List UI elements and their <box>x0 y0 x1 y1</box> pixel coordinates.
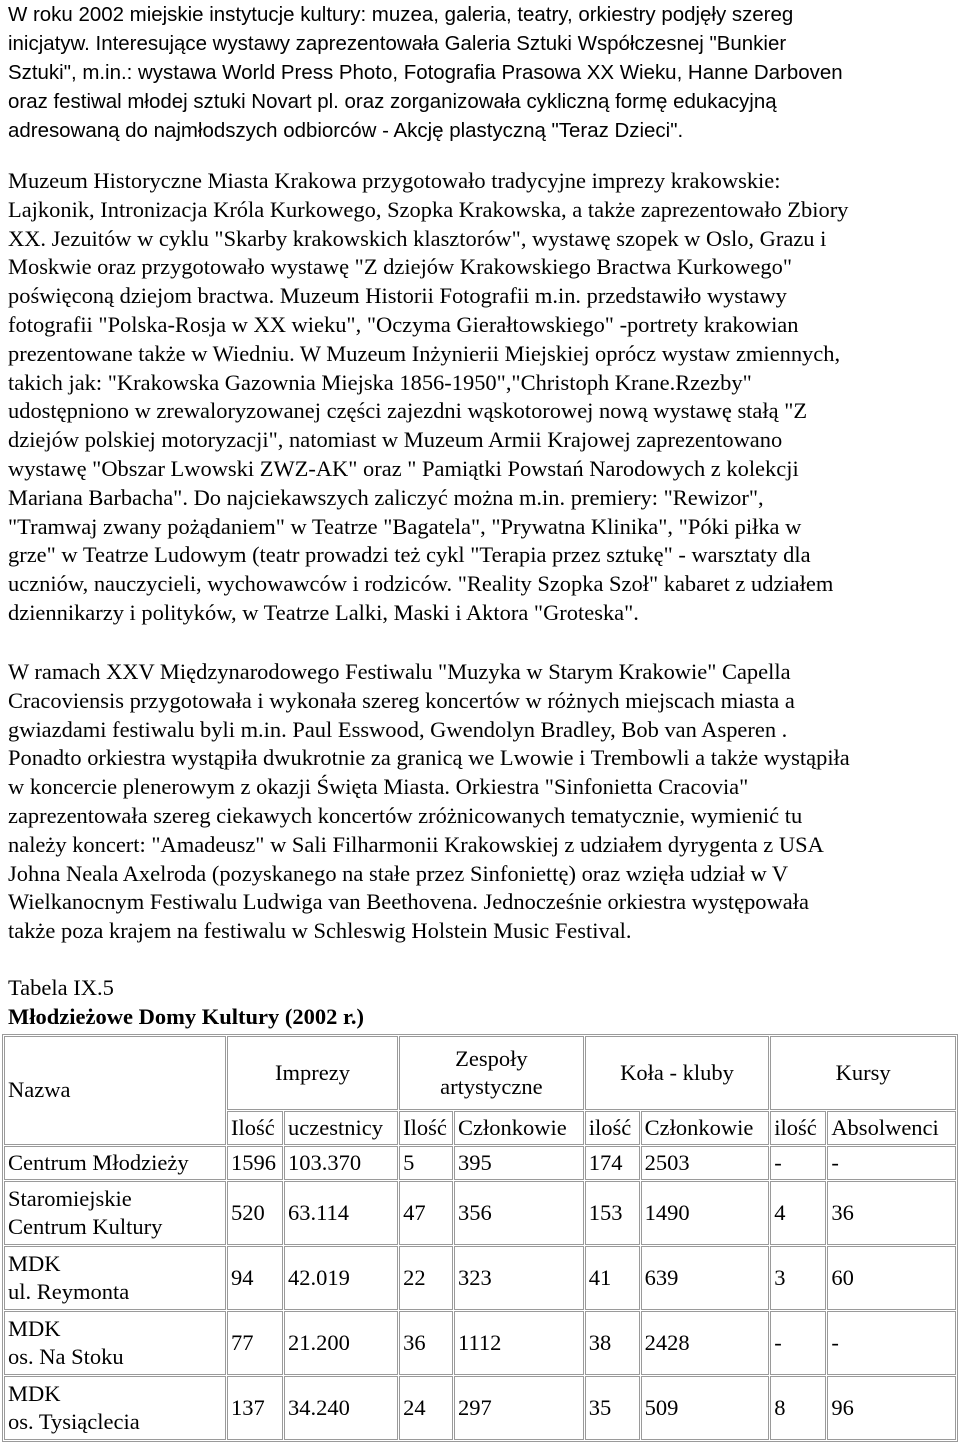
subheader-cell: Członkowie <box>454 1111 584 1145</box>
text-line: w koncercie plenerowym z okazji Święta Miasta. Orkiestra "Sinfonietta Cracovia" <box>8 774 749 800</box>
table-cell: 36 <box>399 1311 453 1375</box>
text-line: W roku 2002 miejskie instytucje kultury: muzea, galeria, teatry, orkiestry podjęły szereg <box>8 3 794 26</box>
subheader-cell: uczestnicy <box>284 1111 398 1145</box>
table-cell: 8 <box>770 1376 826 1440</box>
header-group-kursy: Kursy <box>770 1036 956 1110</box>
row-name-line: os. Na Stoku <box>8 1344 124 1369</box>
row-name-line: Staromiejskie <box>8 1185 132 1211</box>
table-cell: 509 <box>641 1376 770 1440</box>
table-cell: 3 <box>770 1246 826 1310</box>
table-cell: 5 <box>399 1146 453 1180</box>
subheader-cell: Ilość <box>399 1111 453 1145</box>
table-cell: 38 <box>585 1311 640 1375</box>
table-cell: - <box>827 1146 956 1180</box>
text-line: Moskwie oraz przygotowało wystawę "Z dziejów Krakowskiego Bractwa Kurkowego" <box>8 254 793 280</box>
table-cell: 36 <box>827 1181 956 1245</box>
table-cell: 1490 <box>641 1181 770 1245</box>
text-line: W ramach XXV Międzynarodowego Festiwalu "Muzyka w Starym Krakowie" Capella <box>8 659 791 684</box>
table-row <box>4 1181 956 1245</box>
table-cell: 47 <box>399 1181 453 1245</box>
table-cell: 2428 <box>641 1311 770 1375</box>
table-cell: 356 <box>454 1181 584 1245</box>
row-name-line: MDK <box>8 1315 61 1341</box>
text-line: zaprezentowała szereg ciekawych koncertów zróżnicowanych tematycznie, wymienić tu <box>8 802 803 828</box>
row-name-line: Centrum Młodzieży <box>8 1149 189 1175</box>
row-name-line: ul. Reymonta <box>8 1279 130 1304</box>
subheader-cell: Członkowie <box>641 1111 770 1145</box>
subheader-cell: Absolwenci <box>827 1111 956 1145</box>
header-group-kola: Koła - kluby <box>585 1036 770 1110</box>
text-line: inicjatyw. Interesujące wystawy zaprezentowała Galeria Sztuki Współczesnej "Bunkier <box>8 32 787 55</box>
row-name-cell <box>4 1376 226 1440</box>
text-line: należy koncert: "Amadeusz" w Sali Filharmonii Krakowskiej z udziałem dyrygenta z USA <box>8 831 824 857</box>
table-cell: 96 <box>827 1376 956 1440</box>
table-row <box>4 1376 956 1440</box>
table-cell: - <box>827 1311 956 1375</box>
text-line: także poza krajem na festiwalu w Schleswig Holstein Music Festival. <box>8 918 632 944</box>
text-line: Muzeum Historyczne Miasta Krakowa przygotowało tradycyjne imprezy krakowskie: <box>8 168 781 193</box>
table-cell: 639 <box>641 1246 770 1310</box>
table-label: Tabela IX.5 <box>8 975 114 1000</box>
table-cell: 34.240 <box>284 1376 398 1440</box>
text-line: "Tramwaj zwany pożądaniem" w Teatrze "Bagatela", "Prywatna Klinika", "Póki piłka w <box>8 513 802 539</box>
text-line: XX. Jezuitów w cyklu "Skarby krakowskich klasztorów", wystawę szopek w Oslo, Grazu i <box>8 225 827 251</box>
table-cell: 77 <box>227 1311 283 1375</box>
text-line: Sztuki", m.in.: wystawa World Press Photo, Fotografia Prasowa XX Wieku, Hanne Darboven <box>8 61 843 84</box>
row-name-line: MDK <box>8 1250 61 1276</box>
table-cell: 153 <box>585 1181 640 1245</box>
text-line: oraz festiwal młodej sztuki Novart pl. oraz zorganizowała cykliczną formę edukacyjną <box>8 90 777 113</box>
table-row <box>4 1146 956 1180</box>
table-cell: 42.019 <box>284 1246 398 1310</box>
table-row <box>4 1311 956 1375</box>
text-line: gwiazdami festiwalu byli m.in. Paul Esswood, Gwendolyn Bradley, Bob van Asperen . <box>8 716 788 742</box>
table-header-row <box>4 1036 956 1110</box>
row-name-cell <box>4 1246 226 1310</box>
row-name-line: Centrum Kultury <box>8 1214 163 1239</box>
table-cell: 4 <box>770 1181 826 1245</box>
data-table <box>2 1034 958 1442</box>
header-nazwa: Nazwa <box>4 1036 226 1145</box>
text-line: grze" w Teatrze Ludowym (teatr prowadzi też cykl "Terapia przez sztukę" - warsztaty dla <box>8 542 811 568</box>
text-line: prezentowane także w Wiedniu. W Muzeum Inżynierii Miejskiej oprócz wystaw zmiennych, <box>8 340 841 366</box>
text-line: Lajkonik, Intronizacja Króla Kurkowego, Szopka Krakowska, a także zaprezentowało Zbiory <box>8 196 849 222</box>
table-cell: 174 <box>585 1146 640 1180</box>
text-line: udostępniono w zrewaloryzowanej części zajezdni wąskotorowej nową wystawę stałą "Z <box>8 398 808 424</box>
table-cell: 323 <box>454 1246 584 1310</box>
text-line: poświęconą dziejom bractwa. Muzeum Historii Fotografii m.in. przedstawiło wystawy <box>8 283 787 309</box>
table-cell: 63.114 <box>284 1181 398 1245</box>
table-cell: 60 <box>827 1246 956 1310</box>
table-cell: 395 <box>454 1146 584 1180</box>
table-cell: 94 <box>227 1246 283 1310</box>
row-name-cell <box>4 1146 226 1180</box>
header-group-imprezy: Imprezy <box>227 1036 398 1110</box>
table-cell: 21.200 <box>284 1311 398 1375</box>
table-cell: 24 <box>399 1376 453 1440</box>
subheader-cell: ilość <box>585 1111 640 1145</box>
table-cell: 2503 <box>641 1146 770 1180</box>
table-cell: 137 <box>227 1376 283 1440</box>
subheader-cell: ilość <box>770 1111 826 1145</box>
table-cell: 103.370 <box>284 1146 398 1180</box>
table-row <box>4 1246 956 1310</box>
text-line: fotografii "Polska-Rosja w XX wieku", "Oczyma Gierałtowskiego" -portrety krakowian <box>8 311 799 337</box>
table-cell: 1112 <box>454 1311 584 1375</box>
text-line: wystawę "Obszar Lwowski ZWZ-AK" oraz " Pamiątki Powstań Narodowych z kolekcji <box>8 455 799 481</box>
text-line: uczniów, nauczycieli, wychowawców i rodziców. "Reality Szopka Szoł" kabaret z udziałem <box>8 571 834 597</box>
table-cell: - <box>770 1311 826 1375</box>
subheader-cell: Ilość <box>227 1111 283 1145</box>
paragraph-muzeum <box>8 167 958 628</box>
row-name-cell <box>4 1181 226 1245</box>
table-cell: 41 <box>585 1246 640 1310</box>
paragraph-galeria <box>8 0 958 145</box>
table-cell: - <box>770 1146 826 1180</box>
table-cell: 35 <box>585 1376 640 1440</box>
text-line: adresowaną do najmłodszych odbiorców - Akcję plastyczną "Teraz Dzieci". <box>8 119 684 142</box>
text-line: Johna Neala Axelroda (pozyskanego na stałe przez Sinfoniettę) oraz wzięła udział w V <box>8 860 789 886</box>
text-line: Cracoviensis przygotowała i wykonała szereg koncertów w różnych miejscach miasta a <box>8 687 795 713</box>
row-name-cell <box>4 1311 226 1375</box>
table-cell: 520 <box>227 1181 283 1245</box>
table-cell: 297 <box>454 1376 584 1440</box>
row-name-line: os. Tysiąclecia <box>8 1409 140 1434</box>
header-group-zespoly: Zespoły artystyczne <box>399 1036 584 1110</box>
text-line: dziennikarzy i polityków, w Teatrze Lalki, Maski i Aktora "Groteska". <box>8 599 639 625</box>
table-cell: 22 <box>399 1246 453 1310</box>
text-line: Ponadto orkiestra wystąpiła dwukrotnie za granicą we Lwowie i Trembowli a także wystąpiła <box>8 745 850 771</box>
row-name-line: MDK <box>8 1380 61 1406</box>
text-line: takich jak: "Krakowska Gazownia Miejska 1856-1950","Christoph Krane.Rzezby" <box>8 369 752 395</box>
text-line: dziejów polskiej motoryzacji", natomiast w Muzeum Armii Krajowej zaprezentowano <box>8 427 783 453</box>
text-line: Mariana Barbacha". Do najciekawszych zaliczyć można m.in. premiery: "Rewizor", <box>8 484 764 510</box>
paragraph-festiwal <box>8 658 958 946</box>
table-cell: 1596 <box>227 1146 283 1180</box>
table-title: Młodzieżowe Domy Kultury (2002 r.) <box>8 1004 364 1029</box>
text-line: Wielkanocnym Festiwalu Ludwiga van Beethovena. Jednocześnie orkiestra występowała <box>8 889 809 915</box>
